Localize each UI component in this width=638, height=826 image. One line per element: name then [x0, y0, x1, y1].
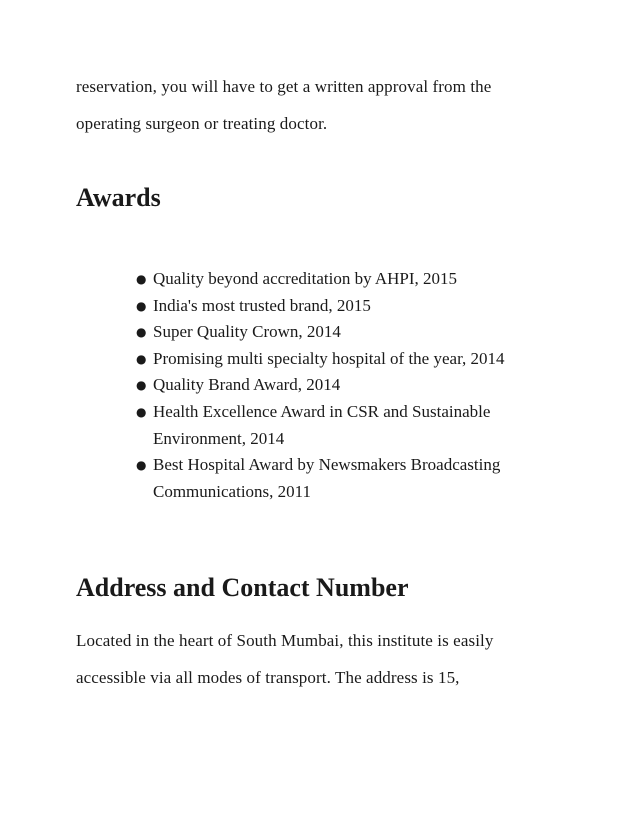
- bullet-icon: ●: [136, 272, 147, 286]
- list-item: [136, 452, 606, 505]
- award-text: Health Excellence Award in CSR and Sustainable: [153, 401, 491, 421]
- address-paragraph: [76, 622, 576, 696]
- address-line: accessible via all modes of transport. The address is 15,: [76, 668, 460, 687]
- bullet-icon: ●: [136, 351, 147, 366]
- award-text: India's most trusted brand, 2015: [153, 295, 371, 315]
- bullet-icon: ●: [136, 458, 147, 473]
- award-text: Promising multi specialty hospital of the year, 2014: [153, 348, 505, 368]
- bullet-icon: ●: [136, 404, 147, 419]
- intro-line: operating surgeon or treating doctor.: [76, 114, 328, 133]
- list-item: [136, 266, 606, 293]
- awards-list: [136, 266, 606, 505]
- bullet-icon: ●: [136, 378, 147, 393]
- address-line: Located in the heart of South Mumbai, this institute is easily: [76, 631, 494, 650]
- address-heading: Address and Contact Number: [76, 573, 409, 602]
- award-text: Quality beyond accreditation by AHPI, 2015: [153, 269, 458, 288]
- list-item: [136, 346, 606, 373]
- award-text: Super Quality Crown, 2014: [153, 322, 341, 342]
- bullet-icon: ●: [136, 298, 147, 313]
- award-text: Best Hospital Award by Newsmakers Broadcasting: [153, 455, 501, 475]
- bullet-icon: ●: [136, 325, 147, 340]
- list-item: [136, 293, 606, 320]
- list-item: [136, 319, 606, 346]
- list-item: [136, 399, 606, 452]
- award-text-continued: Communications, 2011: [153, 481, 312, 501]
- intro-line: reservation, you will have to get a written approval from the: [76, 77, 492, 96]
- awards-heading: Awards: [76, 183, 161, 212]
- award-text-continued: Environment, 2014: [153, 428, 285, 448]
- list-item: [136, 372, 606, 399]
- intro-paragraph: [76, 68, 576, 142]
- award-text: Quality Brand Award, 2014: [153, 375, 341, 395]
